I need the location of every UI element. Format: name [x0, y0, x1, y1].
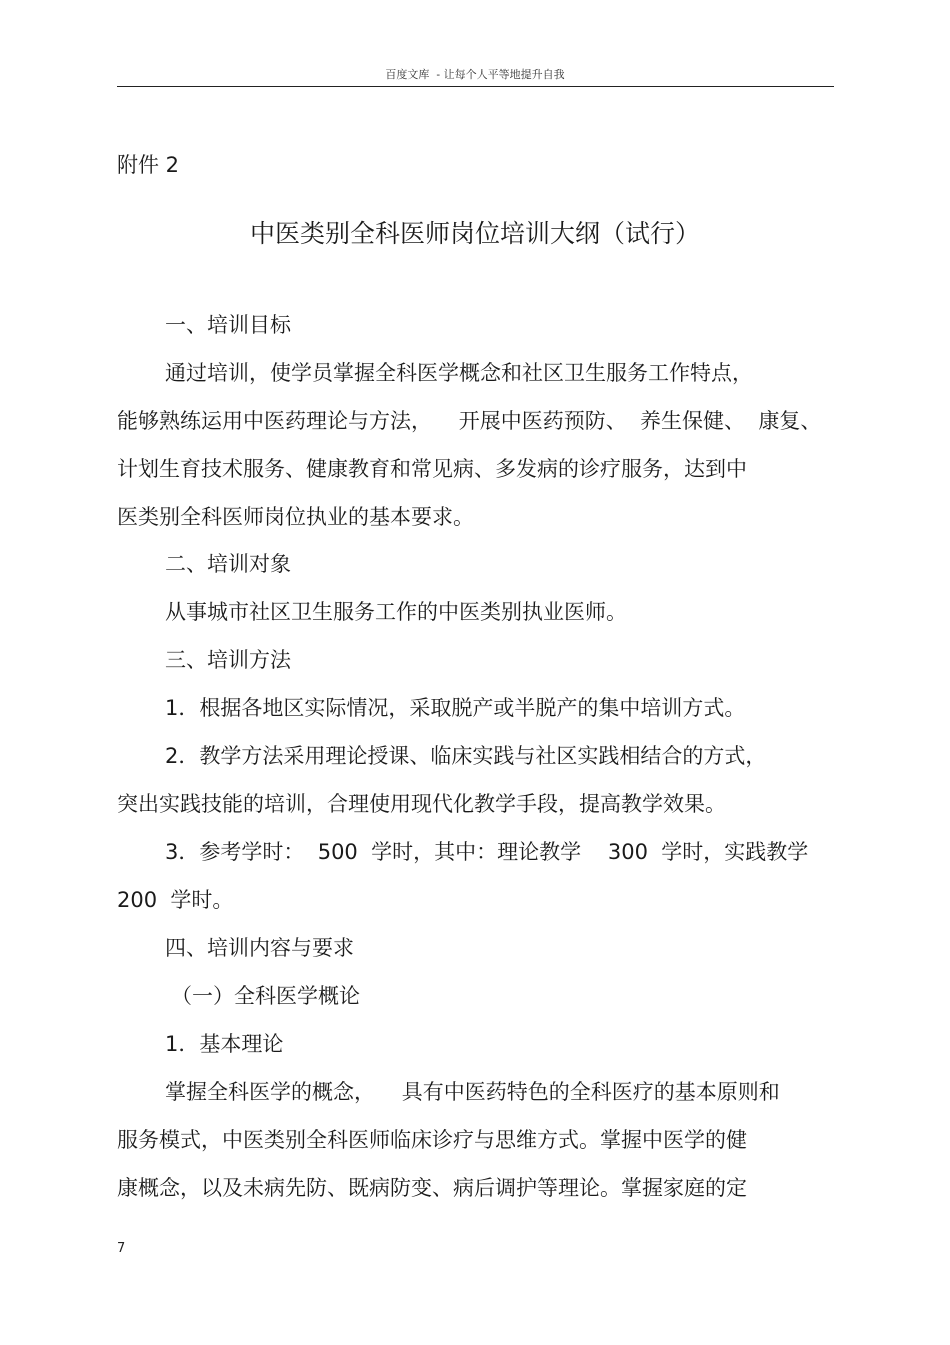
paragraph-line: 200 学时。: [117, 888, 234, 912]
list-item: 1．根据各地区实际情况，采取脱产或半脱产的集中培训方式。: [165, 696, 746, 720]
paragraph-line: 通过培训，使学员掌握全科医学概念和社区卫生服务工作特点，: [165, 361, 753, 385]
paragraph-line: 医类别全科医师岗位执业的基本要求。: [117, 505, 474, 529]
paragraph-line: 突出实践技能的培训，合理使用现代化教学手段，提高教学效果。: [117, 792, 726, 816]
header-divider: [117, 86, 834, 87]
header-text: 百度文库 - 让每个人平等地提升自我: [385, 68, 565, 81]
list-item: 2．教学方法采用理论授课、临床实践与社区实践相结合的方式，: [165, 744, 767, 768]
list-item: 1．基本理论: [165, 1032, 284, 1056]
paragraph-line: 计划生育技术服务、健康教育和常见病、多发病的诊疗服务，达到中: [117, 457, 747, 481]
section-heading-methods: 三、培训方法: [165, 648, 291, 672]
section-heading-content: 四、培训内容与要求: [165, 936, 354, 960]
paragraph-line: 掌握全科医学的概念， 具有中医药特色的全科医疗的基本原则和: [165, 1080, 780, 1104]
subsection-heading: （一）全科医学概论: [171, 984, 360, 1008]
list-item: 3．参考学时： 500 学时，其中：理论教学 300 学时，实践教学: [165, 840, 809, 864]
paragraph-line: 能够熟练运用中医药理论与方法， 开展中医药预防、 养生保健、 康复、: [117, 409, 822, 433]
paragraph-line: 从事城市社区卫生服务工作的中医类别执业医师。: [165, 600, 627, 624]
paragraph-line: 康概念，以及未病先防、既病防变、病后调护等理论。掌握家庭的定: [117, 1176, 747, 1200]
section-heading-audience: 二、培训对象: [165, 552, 291, 576]
attachment-label: 附件 2: [117, 153, 180, 177]
document-title: 中医类别全科医师岗位培训大纲（试行）: [249, 219, 700, 248]
page-number: 7: [117, 1241, 126, 1256]
section-heading-goals: 一、培训目标: [165, 313, 291, 337]
paragraph-line: 服务模式，中医类别全科医师临床诊疗与思维方式。掌握中医学的健: [117, 1128, 747, 1152]
